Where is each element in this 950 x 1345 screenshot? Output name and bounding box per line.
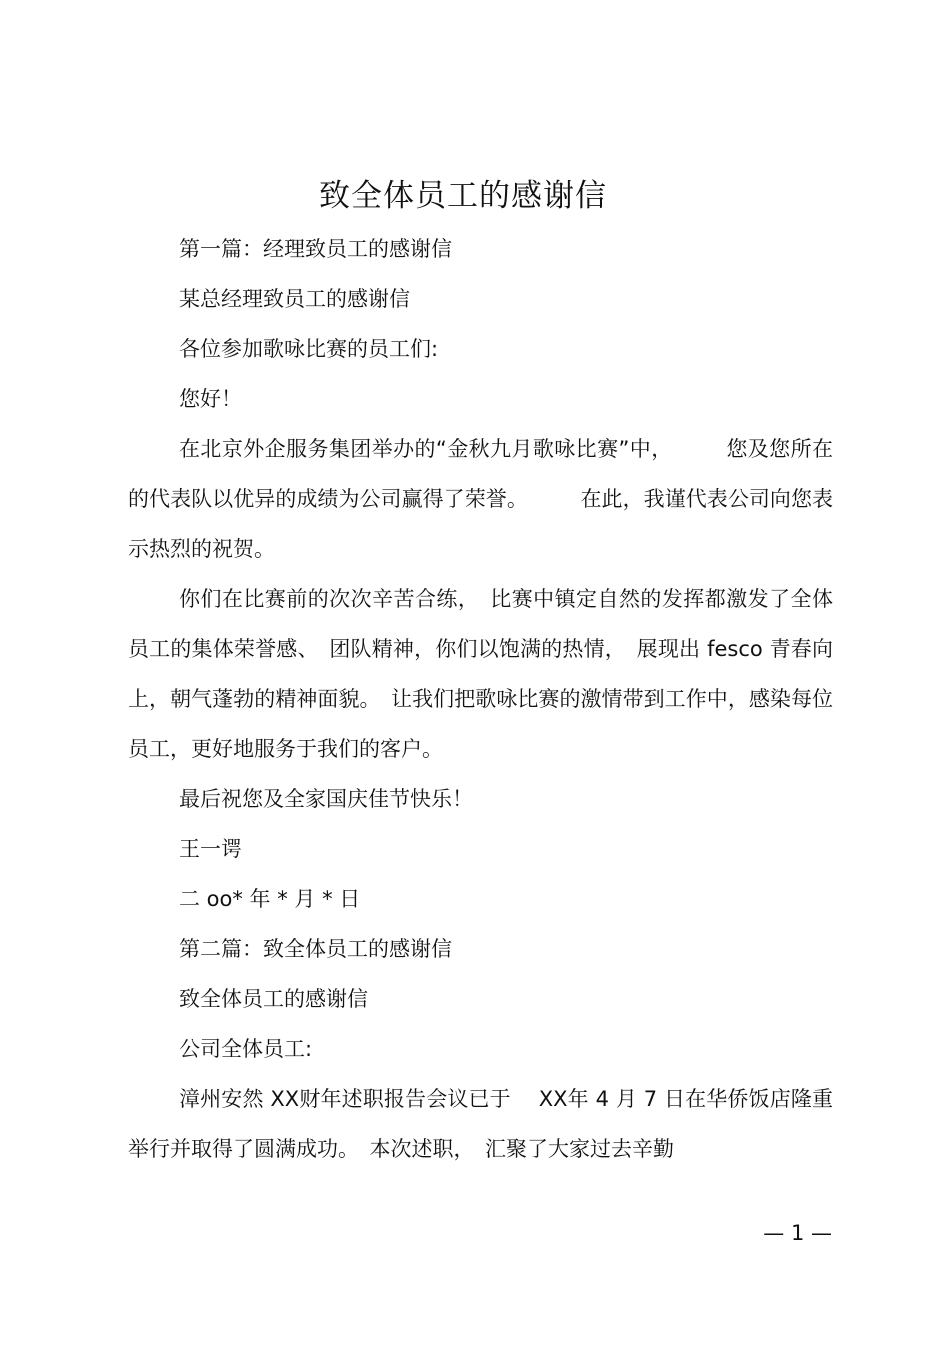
section-heading-2: 第二篇：致全体员工的感谢信 <box>179 937 452 961</box>
salutation-2: 公司全体员工: <box>179 1037 313 1061</box>
salutation-1: 各位参加歌咏比赛的员工们: <box>179 337 439 361</box>
signature-name: 王一谔 <box>179 837 242 861</box>
body-paragraph: 你们在比赛前的次次辛苦合练， 比赛中镇定自然的发挥都激发了全体员工的集体荣誉感、 团队精神，你们以饱满的热情， 展现出 fesco 青春向上，朝气蓬勃的精神面貌。 让我们把歌咏比赛的激情带到工作中，感染每位员工，更好地服务于我们的客户。 <box>128 587 833 761</box>
document-title: 致全体员工的感谢信 <box>319 178 607 214</box>
body-paragraph: 在北京外企服务集团举办的“金秋九月歌咏比赛”中， 您及您所在的代表队以优异的成绩为公司赢得了荣誉。 在此，我谨代表公司向您表示热烈的祝贺。 <box>128 437 833 561</box>
section-heading-1: 第一篇：经理致员工的感谢信 <box>179 237 452 261</box>
closing-wish: 最后祝您及全家国庆佳节快乐！ <box>179 787 473 811</box>
signature-date: 二 oo* 年 * 月 * 日 <box>179 887 361 911</box>
letter-title-1: 某总经理致员工的感谢信 <box>179 287 410 311</box>
body-paragraph: 漳州安然 XX财年述职报告会议已于 XX年 4 月 7 日在华侨饭店隆重举行并取得了圆满成功。 本次述职， 汇聚了大家过去辛勤 <box>128 1087 833 1161</box>
page-number: — 1 — <box>763 1221 832 1245</box>
letter-title-2: 致全体员工的感谢信 <box>179 987 368 1011</box>
document-body <box>128 224 833 1174</box>
greeting: 您好！ <box>179 387 242 411</box>
